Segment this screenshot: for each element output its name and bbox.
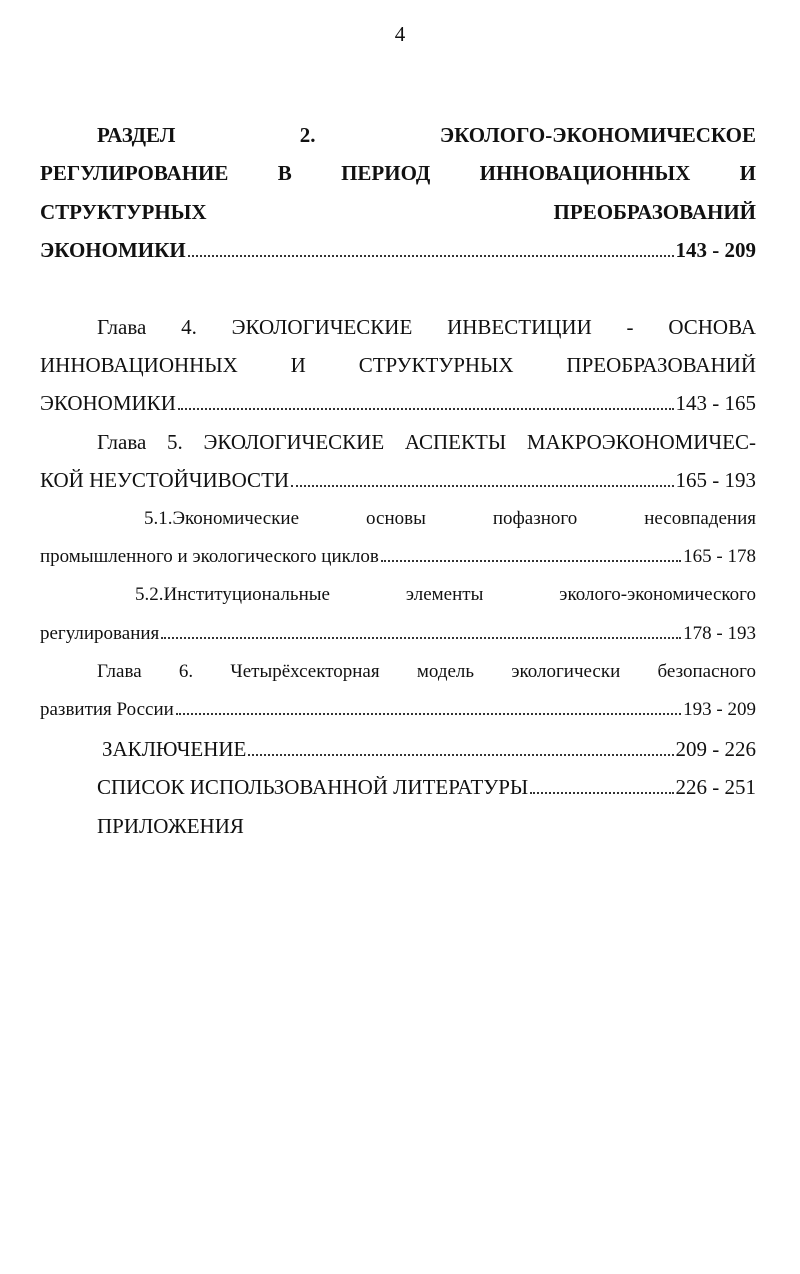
word: ПЕРИОД (341, 161, 431, 186)
word: ИННОВАЦИОННЫХ (479, 161, 691, 186)
word: безопасного (657, 661, 756, 683)
dot-leader (530, 792, 673, 794)
word: основы (366, 507, 426, 529)
word: 4. (181, 314, 197, 339)
word: ЭКОЛОГИЧЕСКИЕ (231, 314, 413, 339)
toc-appendices (40, 807, 756, 845)
page-range: 143 - 209 (675, 238, 756, 263)
toc-entry-text: КОЙ НЕУСТОЙЧИВОСТИ (40, 468, 290, 493)
word: пофазного (492, 507, 578, 529)
word: 6. (178, 661, 194, 683)
dot-leader (178, 408, 674, 410)
page-range: 143 - 165 (675, 391, 756, 416)
toc-entry-text: ПРИЛОЖЕНИЯ (97, 813, 244, 838)
toc-chapter-5-line-1 (40, 423, 756, 461)
dot-leader (176, 713, 681, 715)
page-range: 209 - 226 (675, 736, 756, 761)
toc-chapter-5-line-2 (40, 461, 756, 499)
toc-subsection-5-2-line-2 (40, 615, 756, 653)
word: АСПЕКТЫ (404, 429, 507, 454)
toc-chapter-6-line-1 (40, 653, 756, 691)
word: ПРЕОБРАЗОВАНИЙ (566, 352, 756, 377)
toc-subsection-5-2-line-1 (40, 576, 756, 614)
page-range: 193 - 209 (683, 699, 756, 721)
word: 2. (299, 123, 316, 147)
page-range: 178 - 193 (683, 622, 756, 644)
page-range: 226 - 251 (675, 775, 756, 800)
toc-section-2-line-2 (40, 154, 756, 192)
toc-chapter-4-line-1 (40, 308, 756, 346)
page-range: 165 - 178 (683, 545, 756, 567)
word: 5. (167, 429, 183, 454)
word: МАКРОЭКОНОМИЧЕС- (526, 429, 756, 454)
word: 5.1.Экономические (144, 507, 300, 529)
word: ОСНОВА (668, 314, 756, 339)
word: ЭКОЛОГО-ЭКОНОМИЧЕСКОЕ (439, 123, 756, 147)
toc-entry-text: СПИСОК ИСПОЛЬЗОВАННОЙ ЛИТЕРАТУРЫ (97, 775, 529, 800)
word: эколого-экономического (559, 584, 756, 606)
word: В (277, 161, 292, 186)
word: Глава (97, 429, 147, 454)
dot-leader (188, 255, 674, 257)
word: ПРЕОБРАЗОВАНИЙ (553, 199, 756, 224)
word: РЕГУЛИРОВАНИЕ (40, 161, 229, 186)
toc-entry-text: развития России (40, 699, 174, 721)
toc-section-2-line-4 (40, 231, 756, 269)
toc-chapter-4-line-2 (40, 346, 756, 384)
page-range: 165 - 193 (675, 468, 756, 493)
toc-section-2-line-1 (40, 116, 756, 154)
word: Глава (97, 661, 142, 683)
word: несовпадения (644, 507, 756, 529)
dot-leader (248, 754, 673, 756)
spacer (40, 270, 756, 308)
word: И (739, 161, 756, 186)
word: экологически (511, 661, 621, 683)
word: модель (416, 661, 475, 683)
toc-chapter-4-line-3 (40, 384, 756, 422)
word: Глава (97, 314, 147, 339)
toc-entry-text: ЭКОНОМИКИ (40, 391, 176, 416)
toc-references (40, 768, 756, 806)
dot-leader (291, 485, 673, 487)
word: СТРУКТУРНЫХ (358, 352, 514, 377)
toc-chapter-6-line-2 (40, 691, 756, 729)
dot-leader (161, 637, 681, 639)
page-number: 4 (394, 22, 406, 46)
word: Четырёхсекторная (230, 661, 380, 683)
table-of-contents (40, 116, 756, 845)
toc-subsection-5-1-line-1 (40, 500, 756, 538)
toc-section-2-line-3 (40, 193, 756, 231)
word: 5.2.Институциональные (135, 584, 330, 606)
toc-entry-text: промышленного и экологического циклов (40, 545, 379, 567)
word: РАЗДЕЛ (97, 123, 176, 147)
toc-entry-text: регулирования (40, 622, 160, 644)
word: элементы (405, 584, 484, 606)
dot-leader (381, 560, 681, 562)
word: - (626, 314, 634, 339)
word: ИНВЕСТИЦИИ (447, 314, 592, 339)
toc-conclusion (40, 730, 756, 768)
word: И (290, 352, 306, 377)
toc-subsection-5-1-line-2 (40, 538, 756, 576)
word: СТРУКТУРНЫХ (40, 199, 207, 224)
toc-entry-text: ЗАКЛЮЧЕНИЕ (102, 736, 247, 761)
word: ИННОВАЦИОННЫХ (40, 352, 238, 377)
word: ЭКОЛОГИЧЕСКИЕ (203, 429, 385, 454)
toc-entry-text: ЭКОНОМИКИ (40, 238, 186, 263)
